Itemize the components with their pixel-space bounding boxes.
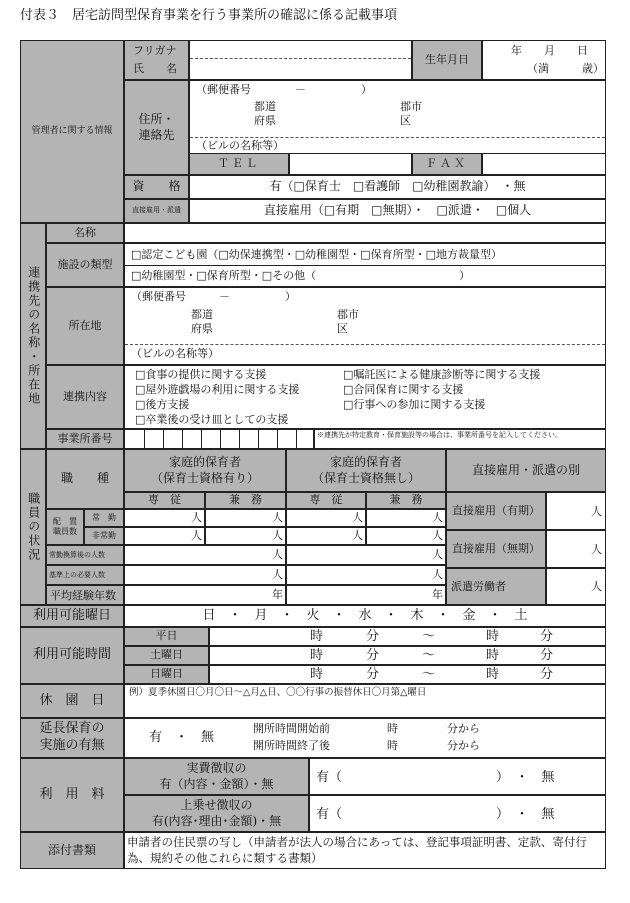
- holiday-example: 例）夏季休園日〇月〇日～△月△日、〇〇行事の振替休日〇月第△曜日: [129, 687, 427, 698]
- attachments-label: 添付書類: [20, 832, 124, 869]
- partner-address-divider: [125, 344, 605, 345]
- name-label: 氏 名: [133, 62, 177, 75]
- direct-fixed-input[interactable]: 人: [546, 492, 606, 530]
- u-senju-fulltime[interactable]: 人: [286, 509, 366, 527]
- q-kenmu-header: 兼 務: [205, 492, 286, 509]
- partner-content-options[interactable]: [124, 365, 606, 429]
- col-caregiver-qualified: 家庭的保育者 （保育士資格有り）: [124, 449, 286, 492]
- direct-unfixed-input[interactable]: 人: [546, 530, 606, 568]
- content-backup[interactable]: □後方支援: [135, 398, 190, 411]
- age-format: （満 歳）: [527, 62, 604, 75]
- qualification-options[interactable]: 有（□保育士 □看護師 □幼稚園教諭） ・無: [189, 175, 606, 199]
- birth-format: 年 月 日: [511, 44, 588, 57]
- surcharge-label: 上乗せ徴収の 有(内容･理由･金額)・無: [124, 795, 309, 832]
- experience-label: 平均経験年数: [46, 585, 124, 605]
- actual-cost-label: 実費徴収の 有（内容・金額）・無: [124, 758, 309, 795]
- direct-fixed-label: 直接雇用（有期）: [446, 492, 546, 530]
- q-kenmu-fulltime[interactable]: 人: [205, 509, 286, 527]
- u-kenmu-fulltime[interactable]: 人: [366, 509, 446, 527]
- partner-todofuken: 都道 府県: [191, 308, 213, 335]
- attachments-text: 申請者の住民票の写し（申請者が法人の場合にあっては、登記事項証明書、定款、寄付行為、規約その他これらに類する書類）: [124, 832, 606, 869]
- partner-postal: （郵便番号 － ）: [131, 290, 296, 303]
- u-fte-input[interactable]: 人: [286, 545, 446, 565]
- birth-input[interactable]: [482, 40, 606, 80]
- manager-todofuken: 都道 府県: [254, 100, 276, 127]
- manager-postal: （郵便番号 － ）: [196, 83, 372, 96]
- dispatch-input[interactable]: 人: [546, 568, 606, 605]
- extended-label: 延長保育の 実施の有無: [20, 718, 124, 758]
- dispatch-label: 派遣労働者: [446, 568, 546, 605]
- furigana-divider: [190, 58, 411, 59]
- col-caregiver-unqualified: 家庭的保育者 （保育士資格無し）: [286, 449, 446, 492]
- q-senju-header: 専 従: [124, 492, 205, 509]
- direct-unfixed-label: 直接雇用（無期）: [446, 530, 546, 568]
- address-divider: [190, 137, 605, 138]
- partner-gunshi: 郡市 区: [337, 308, 359, 335]
- holiday-input[interactable]: [124, 684, 606, 718]
- extended-input[interactable]: 有 ・ 無 開所時間開始前 開所時間終了後 時 時 分から 分から: [124, 718, 606, 758]
- fax-input[interactable]: [482, 153, 606, 175]
- content-food[interactable]: □食事の提供に関する支援: [135, 368, 267, 381]
- staff-count-label: 配 置 職員数: [46, 509, 84, 545]
- manager-name-label-cell: [124, 40, 189, 80]
- page-title: 付表３ 居宅訪問型保育事業を行う事業所の確認に係る記載事項: [20, 8, 398, 23]
- col-employment-type: 直接雇用・派遣の別: [446, 449, 606, 492]
- content-playground[interactable]: □屋外遊戯場の利用に関する支援: [135, 383, 300, 396]
- u-kenmu-header: 兼 務: [366, 492, 446, 509]
- tel-label: ＴＥＬ: [189, 153, 289, 175]
- partner-name-input[interactable]: [124, 223, 606, 243]
- manager-gunshi: 郡市 区: [400, 100, 422, 127]
- partner-name-label: 名称: [46, 223, 124, 243]
- partner-content-label: 連携内容: [46, 365, 124, 429]
- qualification-label: 資 格: [124, 175, 189, 199]
- employment-label: 直接雇用・派遣: [124, 199, 189, 223]
- q-senju-parttime[interactable]: 人: [124, 527, 205, 545]
- manager-building: （ビルの名称等）: [196, 139, 284, 152]
- days-label: 利用可能曜日: [20, 605, 124, 627]
- q-kenmu-parttime[interactable]: 人: [205, 527, 286, 545]
- days-options[interactable]: 日 ・ 月 ・ 火 ・ 水 ・ 木 ・ 金 ・ 土: [124, 605, 606, 627]
- staff-section-label: 職員の状況: [20, 449, 46, 605]
- facility-type-line2: □幼稚園型・□保育所型・□その他（ ）: [131, 269, 471, 282]
- u-senju-header: 専 従: [286, 492, 366, 509]
- facility-type-options[interactable]: [124, 243, 606, 287]
- u-kenmu-parttime[interactable]: 人: [366, 527, 446, 545]
- content-joint[interactable]: □合同保育に関する支援: [343, 383, 464, 396]
- q-senju-fulltime[interactable]: 人: [124, 509, 205, 527]
- facility-type-label: 施設の類型: [46, 243, 124, 287]
- sunday-hours-input[interactable]: 時 分 ～ 時 分: [209, 665, 606, 684]
- furigana-label: フリガナ: [133, 44, 177, 57]
- u-required-input[interactable]: 人: [286, 565, 446, 585]
- content-after-graduation[interactable]: □卒業後の受け皿としての支援: [135, 413, 289, 426]
- parttime-label: 非常勤: [84, 527, 124, 545]
- weekday-hours-input[interactable]: 時 分 ～ 時 分: [209, 627, 606, 646]
- office-number-input[interactable]: [124, 429, 314, 449]
- office-number-label: 事業所番号: [46, 429, 124, 449]
- q-fte-input[interactable]: 人: [124, 545, 286, 565]
- surcharge-input[interactable]: 有（ ） ・ 無: [309, 795, 606, 832]
- actual-cost-input[interactable]: 有（ ） ・ 無: [309, 758, 606, 795]
- sunday-label: 日曜日: [124, 665, 209, 684]
- q-experience-input[interactable]: 年: [124, 585, 286, 605]
- office-number-note: ※連携先が特定教育・保育施設等の場合は、事業所番号を記入してください。: [314, 429, 606, 449]
- content-health[interactable]: □嘱託医による健康診断等に関する支援: [343, 368, 541, 381]
- fax-label: ＦＡＸ: [412, 153, 482, 175]
- holiday-label: 休 園 日: [20, 684, 124, 718]
- partner-location-input[interactable]: [124, 287, 606, 365]
- saturday-label: 土曜日: [124, 646, 209, 665]
- tel-input[interactable]: [289, 153, 412, 175]
- partner-section-label: 連携先の名称・所在地: [20, 223, 46, 449]
- q-required-input[interactable]: 人: [124, 565, 286, 585]
- manager-section-label: 管理者に関する情報: [20, 40, 124, 223]
- partner-location-label: 所在地: [46, 287, 124, 365]
- facility-type-divider: [125, 265, 605, 266]
- fte-label: 常勤換算後の人数: [46, 545, 124, 565]
- weekday-label: 平日: [124, 627, 209, 646]
- address-label: 住所・ 連絡先: [124, 80, 189, 175]
- fulltime-label: 常 勤: [84, 509, 124, 527]
- saturday-hours-input[interactable]: 時 分 ～ 時 分: [209, 646, 606, 665]
- u-experience-input[interactable]: 年: [286, 585, 446, 605]
- employment-options[interactable]: 直接雇用（□有期 □無期）・ □派遣・ □個人: [189, 199, 606, 223]
- job-type-label: 職 種: [46, 449, 124, 509]
- manager-name-input[interactable]: [189, 40, 412, 80]
- birth-label: 生年月日: [412, 40, 482, 80]
- facility-type-line1: □認定こども園（□幼保連携型・□幼稚園型・□保育所型・□地方裁量型）: [131, 248, 502, 261]
- application-form: [20, 40, 606, 869]
- extended-choice[interactable]: 有 ・ 無: [149, 730, 215, 745]
- u-senju-parttime[interactable]: 人: [286, 527, 366, 545]
- required-label: 基準上の必要人数: [46, 565, 124, 585]
- fee-label: 利 用 料: [20, 758, 124, 832]
- partner-building: （ビルの名称等）: [131, 347, 219, 360]
- hours-label: 利用可能時間: [20, 627, 124, 684]
- content-event[interactable]: □行事への参加に関する支援: [343, 398, 486, 411]
